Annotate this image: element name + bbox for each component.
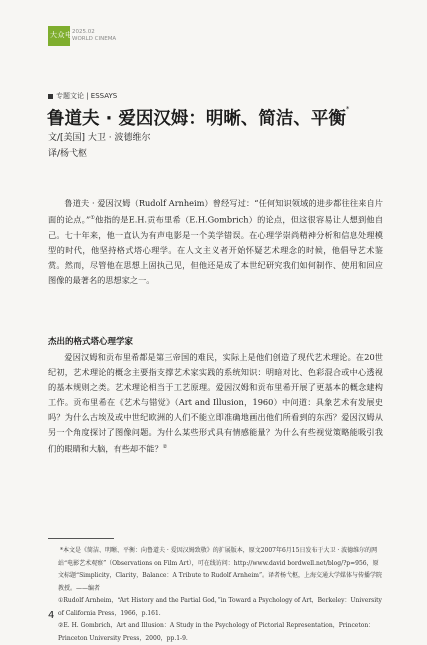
footnote-divider (48, 538, 114, 539)
footnote-1: ①Rudolf Arnheim，“Art History and the Partial God，”in Toward a Psychology of Art，Berkeley：University of California Press，1966，p.161. (58, 597, 382, 617)
logo-text: 大众电影 (50, 31, 80, 39)
section-label (48, 91, 117, 101)
section-label-text: 专题文论 | ESSAYS (56, 92, 118, 100)
publication-name: WORLD CINEMA (72, 36, 117, 42)
article-title (47, 105, 349, 130)
footnote-2: ②E. H. Gombrich，Art and Illusion：A Study in the Psychology of Pictorial Representation，Princeton：Princeton University Press，2000，pp.1-9. (58, 622, 375, 642)
square-bullet-icon (48, 94, 53, 99)
title-footnote-mark: * (345, 105, 350, 113)
issue-info (72, 29, 116, 43)
footnote-star: *本文是《简洁、明晰、平衡：向鲁道夫 · 爱因汉姆致敬》的扩展版本，原文2007年6月15日发布于大卫 · 波德维尔的网站“电影艺术观察”（Observations on Film Art），可在线访问：http://www.david bordwell.net/blog/?p=956，原文标题“Simplicity，Clarity，Balance：A Tribute to Rudolf Arnheim”。译者杨弋枢，上海交通大学媒体与传播学院教授。——编者 (58, 547, 383, 592)
para1-text: 鲁道夫 · 爱因汉姆（Rudolf Arnheim）曾经写过：“任何知识领域的进步都往往来自片面的论点。” (48, 198, 383, 225)
author-byline: 文/[美国] 大卫 · 波德维尔 (48, 133, 151, 143)
footnote-ref-1: ① (90, 215, 96, 221)
section-heading: 杰出的格式塔心理学家 (48, 337, 134, 347)
para1-rest: 他指的是E.H.贡布里希（E.H.Gombrich）的论点，但这很容易让人想到他自己。七十年来，他一直认为有声电影是一个美学错误。在心理学崇尚精神分析和信息处理模型的时代，他坚持格式塔心理学。在人文主义者开始怀疑艺术理念的时候，他倡导艺术鉴赏。然而，尽管他在思想上固执己见，但他还是成了本世纪研究我们如何制作、使用和回应图像的最著名的思想家之一。 (48, 214, 384, 285)
body-paragraph-1 (48, 196, 383, 288)
article-title-text: 鲁道夫 · 爱因汉姆：明晰、简洁、平衡 (47, 109, 346, 129)
issue-number: 2025.02 (72, 29, 95, 35)
page-number: 4 (48, 610, 55, 621)
body-paragraph-2 (48, 350, 383, 457)
footnote-ref-2: ② (162, 444, 168, 450)
para2-text: 爱因汉姆和贡布里希都是第三帝国的难民，实际上是他们创造了现代艺术理论。在20世纪初，艺术理论的概念主要指支撑艺术家实践的系统知识：明暗对比、色彩混合或中心透视的基本规则之类。艺术理论相当于工艺原理。爱因汉姆和贡布里希开展了更基本的概念建构工作。贡布里希在《艺术与错觉》（Art and Illusion，1960）中问道：具象艺术有发展史吗？为什么古埃及或中世纪欧洲的人们不能立即准确地画出他们所看到的东西？爱因汉姆从另一个角度探讨了图像问题。为什么某些形式具有情感能量？为什么有些视觉策略能吸引我们的眼睛和大脑，有些却不能？ (48, 352, 383, 454)
translator-byline: 译/杨弋枢 (48, 149, 88, 159)
